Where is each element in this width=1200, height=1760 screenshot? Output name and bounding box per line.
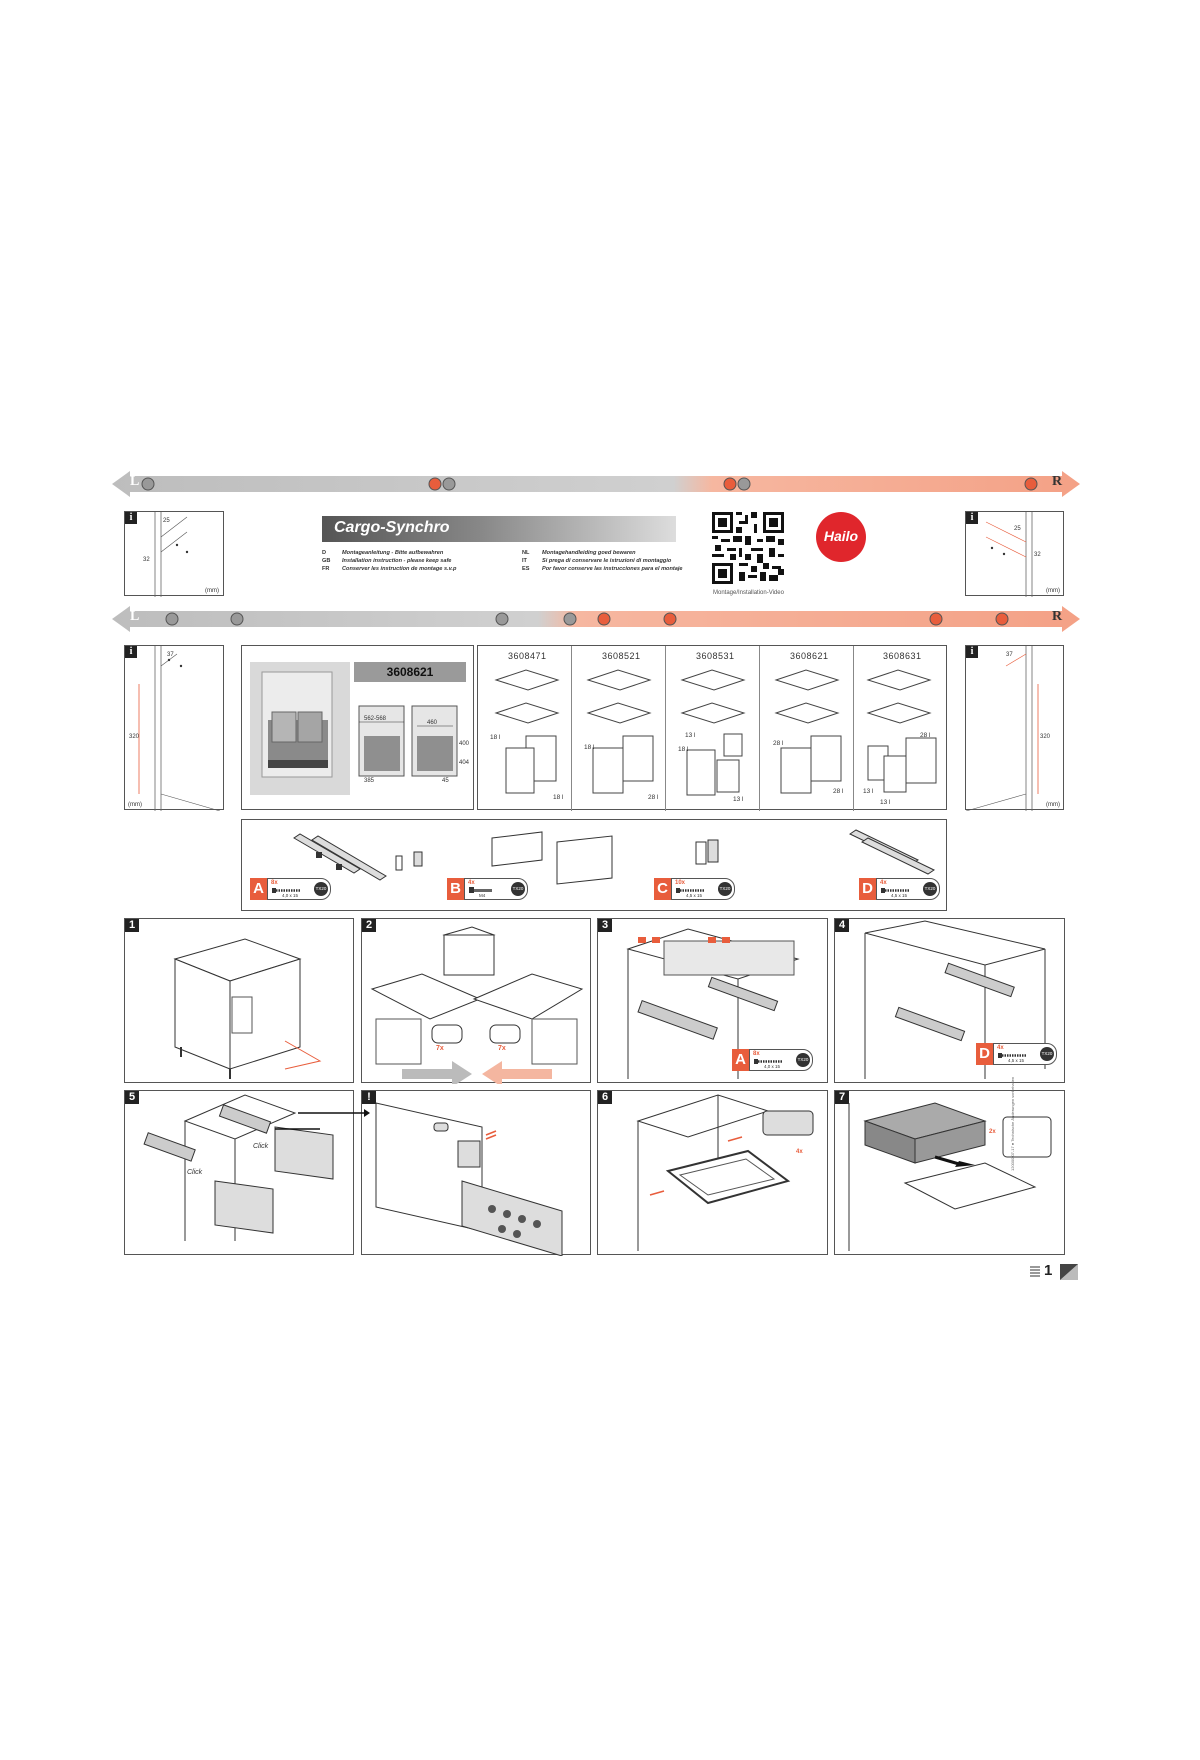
litre-label: 13 l [685,732,696,739]
torx-icon: TX20 [718,882,732,896]
info-panel-mid-right [965,645,1064,810]
torx-icon: TX20 [1040,1047,1054,1061]
info-icon: i [966,512,978,524]
info-icon: i [125,646,137,658]
dim-label: 385 [364,778,375,784]
screw-count: 10x [675,880,686,886]
step-caution-panel [361,1090,591,1255]
qr-caption: Montage/Installation-Video [713,590,784,596]
dim-label: 25 [163,518,170,524]
variant-model: 3608521 [602,651,641,661]
dim-label: 32 [1034,552,1041,558]
language-line: FR Conserver les instruction de montage s.v.p [322,566,457,572]
step-number: 2 [362,919,376,932]
arrow-right-letter: R [1052,474,1063,489]
step-3-panel [597,918,828,1083]
direction-arrow-middle [112,606,1080,632]
dim-label: 37 [1006,652,1013,658]
dim-label: 562-568 [364,716,387,722]
variant-model: 3608631 [883,651,922,661]
litre-label: 18 l [678,746,689,753]
step-number: ! [362,1091,376,1104]
screw-size: 4,5 x 15 [891,893,908,898]
torx-icon: TX20 [796,1053,810,1067]
screw-card [876,878,940,900]
bin-set-icon [578,668,662,808]
step-number: 3 [598,919,612,932]
bin-set-icon [858,668,944,808]
language-line: GB Installation instruction - please keep safe [322,558,452,564]
torx-icon: TX20 [511,882,525,896]
step-number: 1 [125,919,139,932]
bracket-icon [392,850,432,880]
step-number: 5 [125,1091,139,1104]
dim-label: 404 [459,760,470,766]
cabinet-side-drawing [966,512,1065,597]
language-line: IT Si prega di conservare le istruzioni di montaggio [522,558,672,564]
variant-model: 3608531 [696,651,735,661]
variant-model: 3608471 [508,651,547,661]
bin-tray-insertion-drawing [835,1091,1066,1256]
right-count: 7x [498,1045,506,1052]
screw-count: 8x [753,1051,760,1057]
unit-label: (mm) [1046,588,1060,594]
cabinet-drawing [125,919,355,1084]
product-title: Cargo-Synchro [334,519,450,536]
mounting-bracket-icon [692,836,732,876]
product-photo [250,662,350,795]
front-adjust-detail-drawing [362,1091,592,1256]
variant-model: 3608621 [790,651,829,661]
dim-label: 320 [129,734,140,740]
unit-label: (mm) [128,802,142,808]
cabinet-feet-drawing [362,919,592,1084]
qr-code[interactable] [712,512,784,584]
click-label: Click [187,1169,203,1176]
dim-label: 320 [1040,734,1051,740]
count-label: 2x [989,1129,996,1135]
screw-count: 4x [880,880,887,886]
page-turn-icon[interactable] [1060,1264,1078,1280]
language-line: D Montageanleitung - Bitte aufbewahren [322,550,444,556]
screw-card [267,878,331,900]
arrow-left-letter: L [130,474,140,489]
litre-label: 13 l [733,796,744,803]
dim-label: 25 [1014,526,1021,532]
hardware-panel [241,819,947,911]
litre-label: 13 l [863,788,874,795]
arrow-right-letter: R [1052,609,1063,624]
cabinet-side-drawing [125,512,225,597]
product-overview [241,645,474,810]
step-2-panel [361,918,591,1083]
hardware-label: D [976,1043,993,1065]
cabinet-side-drawing [125,646,225,811]
step-7-panel [834,1076,1065,1255]
dim-label: 37 [167,652,174,658]
language-line: NL Montagehandleiding goed bewaren [522,550,636,556]
info-icon: i [125,512,137,524]
step-number: 4 [835,919,849,932]
info-panel-top-left [124,511,224,596]
model-banner [354,662,466,682]
screw-size: 4,5 x 15 [686,893,703,898]
litre-label: 13 l [880,799,891,806]
info-panel-mid-left [124,645,224,810]
cabinet-side-drawing [966,646,1065,811]
count-label: 4x [796,1149,803,1155]
click-label: Click [253,1143,269,1150]
screw-size: 4,5 x 15 [1008,1058,1025,1063]
litre-label: 28 l [833,788,844,795]
page-indicator [1030,1262,1080,1282]
page-number: 1 [1044,1262,1053,1279]
hardware-label: D [859,878,876,900]
title-bar [322,516,676,542]
hardware-label: A [250,878,267,900]
brand-text: Hailo [823,528,859,544]
screw-count: 4x [468,880,475,886]
torx-icon: TX20 [923,882,937,896]
arrow-left-letter: L [130,609,140,624]
step-number: 6 [598,1091,612,1104]
torx-icon: TX20 [314,882,328,896]
hardware-label: B [447,878,464,900]
hardware-label: A [732,1049,749,1071]
step-number: 7 [835,1091,849,1104]
litre-label: 18 l [584,744,595,751]
language-list-left [322,549,502,573]
litre-label: 18 l [553,794,564,801]
dim-label: 32 [143,557,150,563]
hardware-label: C [654,878,671,900]
screw-card [464,878,528,900]
screw-card [993,1043,1057,1065]
variants-panel [477,645,947,810]
language-line: ES Por favor conserve las instrucciones para el montaje [522,566,683,572]
step-1-panel [124,918,354,1083]
screw-size: M4 [479,893,486,898]
screw-card [671,878,735,900]
info-panel-top-right [965,511,1064,596]
side-note: 120000 07-17 ● Technische Änderungen vorbehalten [1010,1076,1015,1171]
bin-set-icon [766,668,850,808]
qr-code-icon [712,512,784,584]
screw-size: 4,0 x 15 [282,893,299,898]
litre-label: 28 l [920,732,931,739]
drawer-runner-icon [842,826,942,881]
left-count: 7x [436,1045,444,1052]
model-number: 3608621 [386,665,434,679]
dim-label: 45 [442,778,449,784]
screw-size: 4,0 x 15 [764,1064,781,1069]
dim-label: 400 [459,741,470,747]
frame-insertion-drawing [598,1091,829,1256]
litre-label: 28 l [773,740,784,747]
language-list-right [522,549,702,573]
screw-card [749,1049,813,1071]
unit-label: (mm) [205,588,219,594]
litre-label: 18 l [490,734,501,741]
step-6-panel [597,1090,828,1255]
step-4-panel [834,918,1065,1083]
arrow-icon [298,1108,370,1118]
doc-stack-icon [1030,1265,1042,1279]
dim-label: 460 [427,720,438,726]
litre-label: 28 l [648,794,659,801]
screw-count: 4x [997,1045,1004,1051]
hailo-logo [816,512,866,562]
cabinet-with-bins-icon [250,662,350,795]
unit-label: (mm) [1046,802,1060,808]
info-icon: i [966,646,978,658]
screw-count: 8x [271,880,278,886]
direction-arrow-top [112,471,1080,497]
